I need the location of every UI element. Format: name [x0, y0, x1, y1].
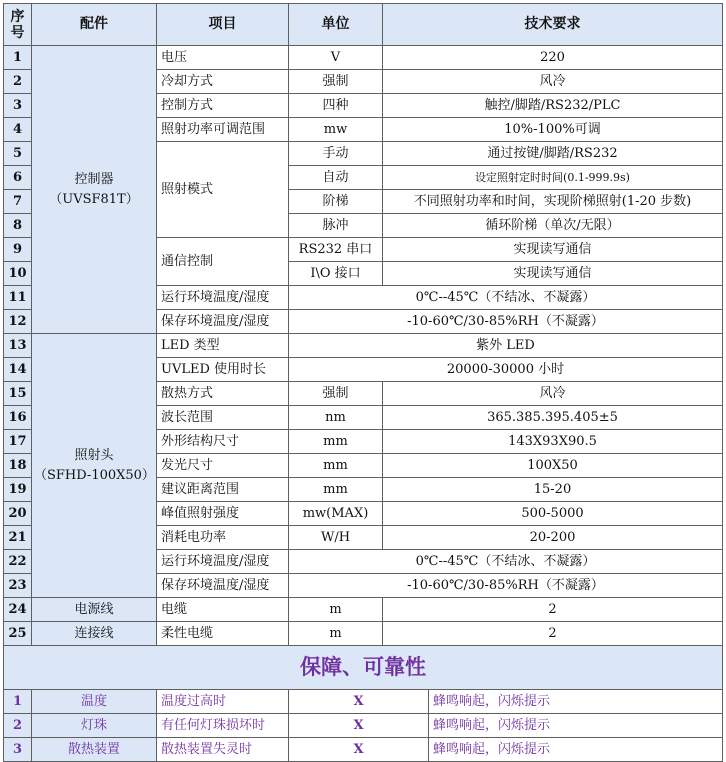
unit-cell: I\O 接口 — [289, 262, 383, 286]
unit-cell: V — [289, 46, 383, 70]
row-number: 8 — [4, 214, 32, 238]
reliability-title-row — [4, 646, 723, 690]
spec-table-container — [3, 3, 722, 762]
reliability-part: 温度 — [32, 690, 157, 714]
part-irradiation-head — [32, 334, 157, 598]
item-cell: UVLED 使用时长 — [157, 358, 289, 382]
requirement-cell: 10%-100%可调 — [383, 118, 723, 142]
reliability-condition: 有任何灯珠损坏时 — [157, 714, 289, 738]
item-cell: 消耗电功率 — [157, 526, 289, 550]
row-number: 22 — [4, 550, 32, 574]
requirement-cell: 220 — [383, 46, 723, 70]
spec-table — [3, 3, 723, 762]
requirement-cell: 365.385.395.405±5 — [383, 406, 723, 430]
row-number: 16 — [4, 406, 32, 430]
item-cell: 保存环境温度/湿度 — [157, 574, 289, 598]
unit-cell: nm — [289, 406, 383, 430]
part-model: （UVSF81T） — [49, 191, 139, 207]
row-number: 19 — [4, 478, 32, 502]
part-power-line: 电源线 — [32, 598, 157, 622]
row-number: 25 — [4, 622, 32, 646]
item-cell: 运行环境温度/湿度 — [157, 550, 289, 574]
reliability-condition: 温度过高时 — [157, 690, 289, 714]
row-number: 20 — [4, 502, 32, 526]
requirement-cell: 风冷 — [383, 70, 723, 94]
unit-cell: 脉冲 — [289, 214, 383, 238]
unit-cell: mw — [289, 118, 383, 142]
part-model: （SFHD-100X50） — [34, 467, 155, 483]
requirement-cell: 触控/脚踏/RS232/PLC — [383, 94, 723, 118]
reliability-part: 散热装置 — [32, 738, 157, 762]
requirement-cell: 实现读写通信 — [383, 262, 723, 286]
part-controller — [32, 46, 157, 334]
unit-cell: 阶梯 — [289, 190, 383, 214]
table-row — [4, 598, 723, 622]
reliability-row — [4, 714, 723, 738]
row-number: 15 — [4, 382, 32, 406]
unit-cell: 手动 — [289, 142, 383, 166]
unit-cell: 强制 — [289, 70, 383, 94]
requirement-cell: 循环阶梯（单次/无限） — [383, 214, 723, 238]
row-number: 2 — [4, 70, 32, 94]
requirement-cell: 不同照射功率和时间，实现阶梯照射(1-20 步数) — [383, 190, 723, 214]
item-cell: 控制方式 — [157, 94, 289, 118]
item-cell: LED 类型 — [157, 334, 289, 358]
row-number: 3 — [4, 94, 32, 118]
unit-cell: 强制 — [289, 382, 383, 406]
requirement-cell: 15-20 — [383, 478, 723, 502]
table-row — [4, 334, 723, 358]
row-number: 1 — [4, 46, 32, 70]
unit-cell: mm — [289, 454, 383, 478]
reliability-title: 保障、可靠性 — [4, 646, 723, 690]
requirement-cell: 2 — [383, 622, 723, 646]
item-cell: 波长范围 — [157, 406, 289, 430]
item-cell: 建议距离范围 — [157, 478, 289, 502]
requirement-cell: 20000-30000 小时 — [289, 358, 723, 382]
item-cell: 电压 — [157, 46, 289, 70]
part-connect-line: 连接线 — [32, 622, 157, 646]
row-number: 7 — [4, 190, 32, 214]
item-cell: 峰值照射强度 — [157, 502, 289, 526]
unit-cell: m — [289, 598, 383, 622]
row-number: 14 — [4, 358, 32, 382]
reliability-mark: X — [289, 690, 429, 714]
item-cell: 散热方式 — [157, 382, 289, 406]
row-number: 9 — [4, 238, 32, 262]
unit-cell: mw(MAX) — [289, 502, 383, 526]
row-number: 4 — [4, 118, 32, 142]
reliability-mark: X — [289, 714, 429, 738]
header-requirement: 技术要求 — [383, 4, 723, 46]
requirement-cell: -10-60℃/30-85%RH（不凝露） — [289, 310, 723, 334]
item-cell: 电缆 — [157, 598, 289, 622]
reliability-part: 灯珠 — [32, 714, 157, 738]
requirement-cell: 500-5000 — [383, 502, 723, 526]
part-name: 控制器 — [74, 171, 114, 187]
header-unit: 单位 — [289, 4, 383, 46]
header-row — [4, 4, 723, 46]
unit-cell: 自动 — [289, 166, 383, 190]
row-number: 11 — [4, 286, 32, 310]
row-number: 24 — [4, 598, 32, 622]
unit-cell: W/H — [289, 526, 383, 550]
item-cell: 冷却方式 — [157, 70, 289, 94]
header-item: 项目 — [157, 4, 289, 46]
row-number: 18 — [4, 454, 32, 478]
requirement-cell: 0℃--45℃（不结冰、不凝露） — [289, 550, 723, 574]
requirement-cell: 实现读写通信 — [383, 238, 723, 262]
table-row — [4, 622, 723, 646]
requirement-cell: 0℃--45℃（不结冰、不凝露） — [289, 286, 723, 310]
group-communication-control: 通信控制 — [157, 238, 289, 286]
reliability-action: 蜂鸣响起，闪烁提示 — [429, 714, 723, 738]
row-number: 12 — [4, 310, 32, 334]
header-no: 序号 — [4, 4, 32, 46]
unit-cell: mm — [289, 478, 383, 502]
unit-cell: mm — [289, 430, 383, 454]
group-irradiation-mode: 照射模式 — [157, 142, 289, 238]
requirement-cell: 100X50 — [383, 454, 723, 478]
item-cell: 外形结构尺寸 — [157, 430, 289, 454]
requirement-cell: 风冷 — [383, 382, 723, 406]
row-number: 17 — [4, 430, 32, 454]
item-cell: 照射功率可调范围 — [157, 118, 289, 142]
requirement-cell: 2 — [383, 598, 723, 622]
unit-cell: m — [289, 622, 383, 646]
row-number: 10 — [4, 262, 32, 286]
row-number: 3 — [4, 738, 32, 762]
item-cell: 发光尺寸 — [157, 454, 289, 478]
requirement-cell: 通过按键/脚踏/RS232 — [383, 142, 723, 166]
requirement-cell: 20-200 — [383, 526, 723, 550]
unit-cell: 四种 — [289, 94, 383, 118]
row-number: 1 — [4, 690, 32, 714]
row-number: 21 — [4, 526, 32, 550]
item-cell: 保存环境温度/湿度 — [157, 310, 289, 334]
unit-cell: RS232 串口 — [289, 238, 383, 262]
row-number: 13 — [4, 334, 32, 358]
table-row — [4, 46, 723, 70]
reliability-mark: X — [289, 738, 429, 762]
header-part: 配件 — [32, 4, 157, 46]
reliability-action: 蜂鸣响起，闪烁提示 — [429, 738, 723, 762]
reliability-row — [4, 690, 723, 714]
part-name: 照射头 — [74, 447, 114, 463]
reliability-action: 蜂鸣响起，闪烁提示 — [429, 690, 723, 714]
item-cell: 柔性电缆 — [157, 622, 289, 646]
row-number: 6 — [4, 166, 32, 190]
row-number: 2 — [4, 714, 32, 738]
requirement-cell: -10-60℃/30-85%RH（不凝露） — [289, 574, 723, 598]
row-number: 5 — [4, 142, 32, 166]
item-cell: 运行环境温度/湿度 — [157, 286, 289, 310]
reliability-row — [4, 738, 723, 762]
reliability-condition: 散热装置失灵时 — [157, 738, 289, 762]
row-number: 23 — [4, 574, 32, 598]
requirement-cell: 设定照射定时时间(0.1-999.9s) — [383, 166, 723, 190]
requirement-cell: 紫外 LED — [289, 334, 723, 358]
requirement-cell: 143X93X90.5 — [383, 430, 723, 454]
